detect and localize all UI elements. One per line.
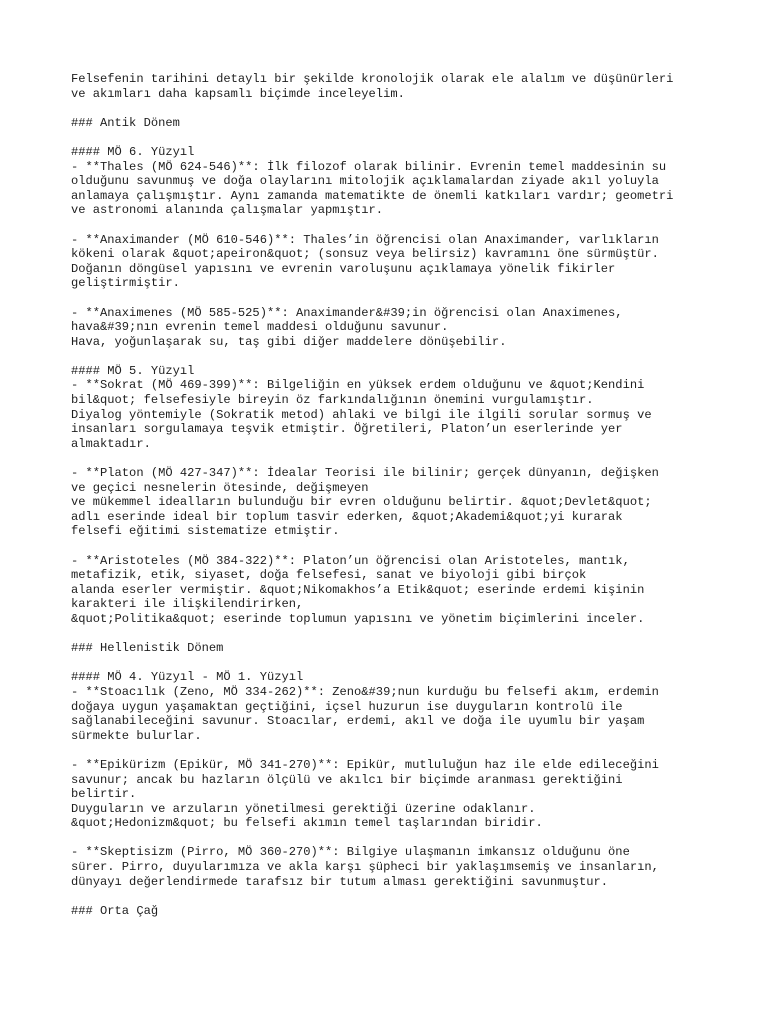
- text-line: geliştirmiştir.: [71, 276, 180, 291]
- blank-line: [71, 743, 711, 758]
- text-line: Diyalog yöntemiyle (Sokratik metod) ahlaki ve bilgi ile ilgili sorular sormuş ve: [71, 407, 652, 422]
- text-line: alanda eserler vermiştir. &quot;Nikomakhos’a Etik&quot; eserinde erdemi kişinin: [71, 582, 645, 597]
- blank-line: [71, 130, 711, 145]
- text-line: hava&#39;nın evrenin temel maddesi olduğunu savunur.: [71, 320, 449, 335]
- philosopher-entry-start: - **Thales (MÖ 624-546)**: İlk filozof olarak bilinir. Evrenin temel maddesinin su: [71, 159, 667, 174]
- text-line: kökeni olarak &quot;apeiron&quot; (sonsuz veya belirsiz) kavramını öne sürmüştür.: [71, 247, 659, 262]
- text-line: dünyayı değerlendirmede tarafsız bir tutum alması gerektiğini savunmuştur.: [71, 874, 609, 889]
- text-line: ve mükemmel idealların bulunduğu bir evren olduğunu belirtir. &quot;Devlet&quot;: [71, 495, 652, 510]
- philosopher-entry-start: - **Epikürizm (Epikür, MÖ 341-270)**: Epikür, mutluluğun haz ile elde edileceğini: [71, 757, 659, 772]
- text-line: adlı eserinde ideal bir toplum tasvir ederken, &quot;Akademi&quot;yi kurarak: [71, 509, 623, 524]
- text-line: doğaya uygun yaşamaktan geçtiğini, içsel huzurun ise duyguların kontrolü ile: [71, 699, 623, 714]
- text-line: olduğunu savunmuş ve doğa olaylarını mitolojik açıklamalardan ziyade akıl yoluyla: [71, 174, 659, 189]
- philosopher-entry-start: - **Skeptisizm (Pirro, MÖ 360-270)**: Bilgiye ulaşmanın imkansız olduğunu öne: [71, 845, 630, 860]
- blank-line: [71, 349, 711, 364]
- text-line: Felsefenin tarihini detaylı bir şekilde kronolojik olarak ele alalım ve düşünürleri: [71, 72, 674, 86]
- section-heading: ### Hellenistik Dönem: [71, 641, 224, 656]
- philosopher-entry-start: - **Platon (MÖ 427-347)**: İdealar Teorisi ile bilinir; gerçek dünyanın, değişken: [71, 466, 659, 481]
- text-line: Duyguların ve arzuların yönetilmesi gerektiği üzerine odaklanır.: [71, 801, 536, 816]
- text-line: metafizik, etik, siyaset, doğa felsefesi, sanat ve biyoloji gibi birçok: [71, 568, 587, 583]
- section-heading: ### Antik Dönem: [71, 115, 180, 130]
- blank-line: [71, 101, 711, 116]
- text-line: ve geçici nesnelerin ötesinde, değişmeyen: [71, 480, 369, 495]
- blank-line: [71, 451, 711, 466]
- blank-line: [71, 218, 711, 233]
- text-line: ve akımları daha kapsamlı biçimde inceleyelim.: [71, 86, 405, 101]
- text-line: sürer. Pirro, duyularımıza ve akla karşı şüpheci bir yaklaşımsemiş ve insanların,: [71, 860, 659, 875]
- blank-line: [71, 627, 711, 642]
- blank-line: [71, 889, 711, 904]
- text-line: Hava, yoğunlaşarak su, taş gibi diğer maddelere dönüşebilir.: [71, 334, 507, 349]
- blank-line: [71, 831, 711, 846]
- text-line: savunur; ancak bu hazların ölçülü ve akılcı bir biçimde aranması gerektiğini: [71, 772, 623, 787]
- text-line: sağlanabileceğini savunur. Stoacılar, erdemi, akıl ve doğa ile uyumlu bir yaşam: [71, 714, 645, 729]
- text-line: karakteri ile ilişkilendirirken,: [71, 597, 304, 612]
- text-line: sürmekte bulurlar.: [71, 728, 202, 743]
- philosopher-entry-start: - **Aristoteles (MÖ 384-322)**: Platon’un öğrencisi olan Aristoteles, mantık,: [71, 553, 630, 568]
- subsection-heading: #### MÖ 6. Yüzyıl: [71, 144, 195, 159]
- blank-line: [71, 291, 711, 306]
- text-line: insanları sorgulamaya teşvik etmiştir. Öğretileri, Platon’un eserlerinde yer: [71, 422, 623, 437]
- text-line: bil&quot; felsefesiyle bireyin öz farkındalığının önemini vurgulamıştır.: [71, 393, 594, 408]
- philosopher-entry-start: - **Anaximenes (MÖ 585-525)**: Anaximander&#39;in öğrencisi olan Anaximenes,: [71, 305, 623, 320]
- blank-line: [71, 656, 711, 671]
- text-line: felsefi eğitimi sistematize etmiştir.: [71, 524, 340, 539]
- text-line: belirtir.: [71, 787, 137, 802]
- document-body: [71, 72, 711, 918]
- philosopher-entry-start: - **Sokrat (MÖ 469-399)**: Bilgeliğin en yüksek erdem olduğunu ve &quot;Kendini: [71, 378, 645, 393]
- text-line: Doğanın döngüsel yapısını ve evrenin varoluşunu açıklamaya yönelik fikirler: [71, 261, 616, 276]
- text-line: ve astronomi alanında çalışmalar yapmıştır.: [71, 203, 384, 218]
- subsection-heading: #### MÖ 4. Yüzyıl - MÖ 1. Yüzyıl: [71, 670, 304, 685]
- text-line: almaktadır.: [71, 436, 151, 451]
- philosopher-entry-start: - **Stoacılık (Zeno, MÖ 334-262)**: Zeno&#39;nun kurduğu bu felsefi akım, erdemin: [71, 684, 659, 699]
- philosopher-entry-start: - **Anaximander (MÖ 610-546)**: Thales’in öğrencisi olan Anaximander, varlıkların: [71, 232, 659, 247]
- blank-line: [71, 539, 711, 554]
- text-line: anlamaya çalışmıştır. Aynı zamanda matematikte de önemli katkıları vardır; geometri: [71, 188, 674, 203]
- text-line: &quot;Hedonizm&quot; bu felsefi akımın temel taşlarından biridir.: [71, 816, 543, 831]
- subsection-heading: #### MÖ 5. Yüzyıl: [71, 363, 195, 378]
- section-heading: ### Orta Çağ: [71, 903, 159, 918]
- text-line: &quot;Politika&quot; eserinde toplumun yapısını ve yönetim biçimlerini inceler.: [71, 611, 645, 626]
